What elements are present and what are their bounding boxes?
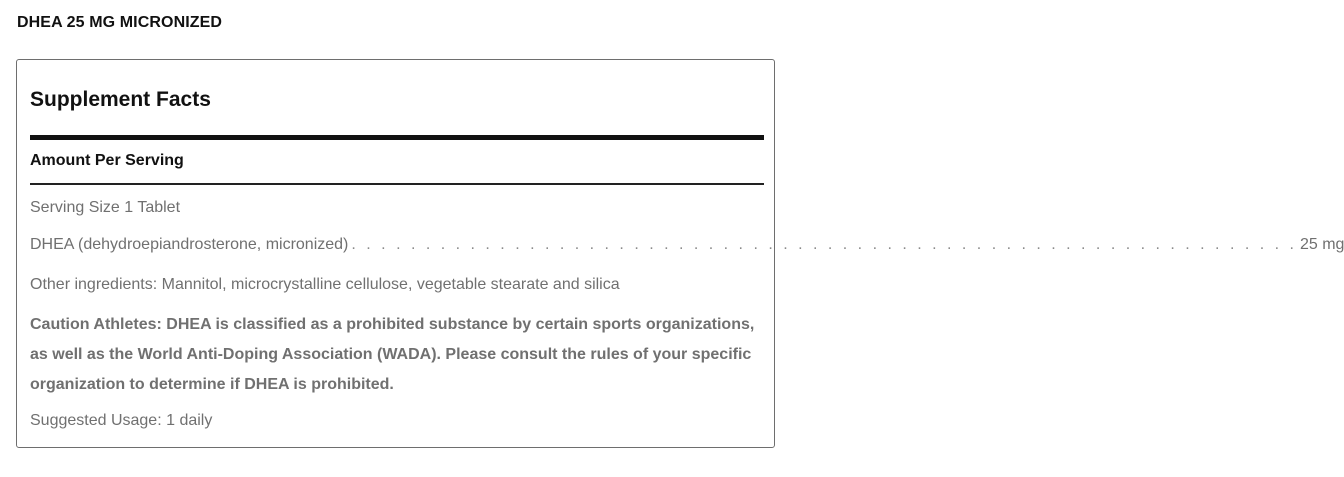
ingredient-name: DHEA (dehydroepiandrosterone, micronized) <box>30 236 349 253</box>
product-title: DHEA 25 MG MICRONIZED <box>17 14 223 31</box>
supplement-facts-heading: Supplement Facts <box>30 88 211 111</box>
caution-athletes-warning: Caution Athletes: DHEA is classified as a prohibited substance by certain sports organizations, as well as the World Anti-Doping Association (WADA). Please consult the rules of your specific organization to determine if DHEA is prohibited. <box>30 316 755 393</box>
thin-divider <box>30 183 764 185</box>
dot-leader: . . . . . . . . . . . . . . . . . . . . . . . . . . . . . . . . . . . . . . . . . . . . . . . . . . . . . . . . . . . . . . . . <box>351 236 1297 253</box>
serving-size: Serving Size 1 Tablet <box>30 199 181 216</box>
supplement-facts-panel <box>16 59 1344 448</box>
ingredient-amount: 25 mg <box>1299 236 1344 253</box>
thick-divider <box>30 135 764 140</box>
suggested-usage: Suggested Usage: 1 daily <box>30 412 213 429</box>
other-ingredients: Other ingredients: Mannitol, microcrystalline cellulose, vegetable stearate and silica <box>30 276 620 293</box>
amount-per-serving-label: Amount Per Serving <box>30 152 184 169</box>
ingredient-row <box>30 236 1344 254</box>
